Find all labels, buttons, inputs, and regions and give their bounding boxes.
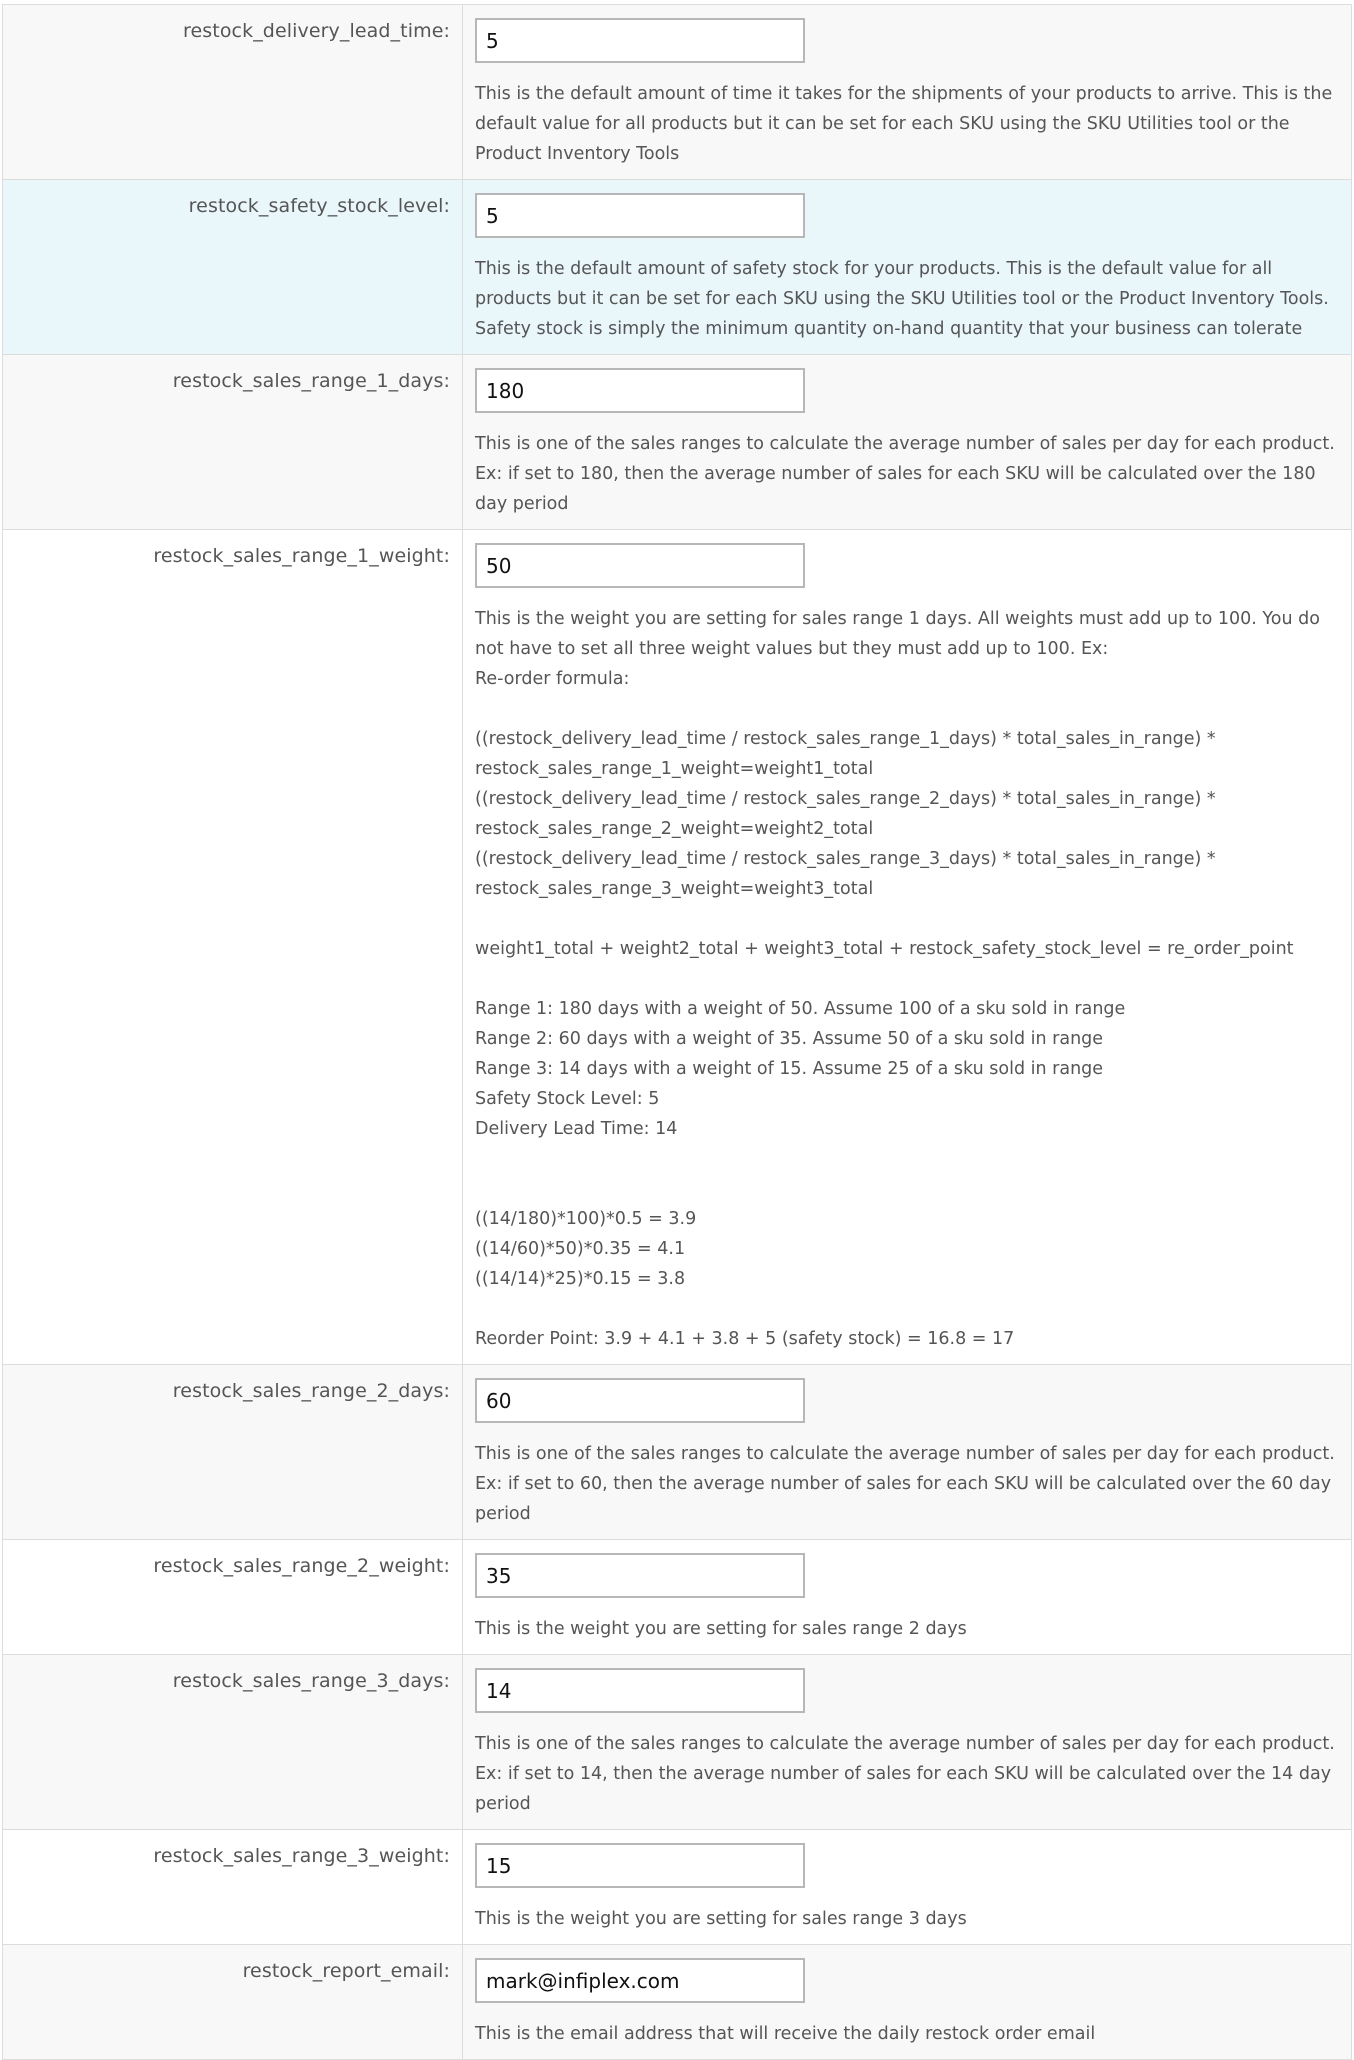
setting-row-restock-sales-range-3-weight: [2, 1830, 1352, 1945]
restock-sales-range-2-days-input[interactable]: [475, 1378, 805, 1423]
restock-report-email-input[interactable]: [475, 1958, 805, 2003]
setting-row-restock-report-email: [2, 1945, 1352, 2060]
settings-table: [2, 4, 1352, 2060]
setting-row-restock-sales-range-2-days: [2, 1365, 1352, 1540]
setting-value-cell: [463, 530, 1351, 1364]
restock-delivery-lead-time-input[interactable]: [475, 18, 805, 63]
restock-sales-range-1-weight-input[interactable]: [475, 543, 805, 588]
setting-row-restock-sales-range-1-days: [2, 355, 1352, 530]
restock-sales-range-3-weight-input[interactable]: [475, 1843, 805, 1888]
setting-value-cell: [463, 1365, 1351, 1539]
setting-help-text: This is the email address that will receive the daily restock order email: [475, 2024, 1096, 2044]
setting-value-cell: [463, 1655, 1351, 1829]
setting-label: restock_sales_range_3_days:: [3, 1655, 463, 1829]
setting-label: restock_sales_range_2_weight:: [3, 1540, 463, 1654]
setting-row-restock-sales-range-1-weight: [2, 530, 1352, 1365]
restock-safety-stock-level-input[interactable]: [475, 193, 805, 238]
setting-label: restock_report_email:: [3, 1945, 463, 2059]
setting-label: restock_sales_range_1_days:: [3, 355, 463, 529]
setting-label: restock_sales_range_2_days:: [3, 1365, 463, 1539]
setting-help-text: This is the default amount of safety stock for your products. This is the default value for all products but it can be set for each SKU using the SKU Utilities tool or the Product Inventory Tools. Safety stock is simply the minimum quantity on-hand quantity that your business can tolerate: [475, 259, 1335, 339]
restock-sales-range-3-days-input[interactable]: [475, 1668, 805, 1713]
setting-value-cell: [463, 5, 1351, 179]
setting-help-text: This is the weight you are setting for sales range 3 days: [475, 1909, 967, 1929]
restock-sales-range-2-weight-input[interactable]: [475, 1553, 805, 1598]
setting-row-restock-sales-range-2-weight: [2, 1540, 1352, 1655]
setting-help-text: This is one of the sales ranges to calculate the average number of sales per day for each product. Ex: if set to 14, then the average number of sales for each SKU will be calculated over the 14 day period: [475, 1734, 1341, 1814]
setting-help-text: This is the weight you are setting for sales range 1 days. All weights must add up to 100. You do not have to set all three weight values but they must add up to 100. Ex: Re-order formula: ((restock_delivery_lead_time / restock_sales_range_1_days) * total_sales_in_range) * restock_sales_range_1_weight=weight1_total ((restock_delivery_lead_time / restock_sales_range_2_days) * total_sales_in_range) * restock_sales_range_2_weight=weight2_total ((restock_delivery_lead_time / restock_sales_range_3_days) * total_sales_in_range) * restock_sales_range_3_weight=weight3_total weight1_total + weight2_total + weight3_total + restock_safety_stock_level = re_order_point Range 1: 180 days with a weight of 50. Assume 100 of a sku sold in range Range 2: 60 days with a weight of 35. Assume 50 of a sku sold in range Range 3: 14 days with a weight of 15. Assume 25 of a sku sold in range Safety Stock Level: 5 Delivery Lead Time: 14 ((14/180)*100)*0.5 = 3.9 ((14/60)*50)*0.35 = 4.1 ((14/14)*25)*0.15 = 3.8 Reorder Point: 3.9 + 4.1 + 3.8 + 5 (safety stock) = 16.8 = 17: [475, 609, 1320, 1349]
setting-help-text: This is one of the sales ranges to calculate the average number of sales per day for each product. Ex: if set to 60, then the average number of sales for each SKU will be calculated over the 60 day period: [475, 1444, 1341, 1524]
setting-help-text: This is one of the sales ranges to calculate the average number of sales per day for each product. Ex: if set to 180, then the average number of sales for each SKU will be calculated over the 180 day period: [475, 434, 1341, 514]
setting-label: restock_sales_range_1_weight:: [3, 530, 463, 1364]
setting-label: restock_sales_range_3_weight:: [3, 1830, 463, 1944]
setting-value-cell: [463, 1945, 1351, 2059]
setting-value-cell: [463, 180, 1351, 354]
setting-label: restock_delivery_lead_time:: [3, 5, 463, 179]
setting-label: restock_safety_stock_level:: [3, 180, 463, 354]
restock-sales-range-1-days-input[interactable]: [475, 368, 805, 413]
setting-row-restock-sales-range-3-days: [2, 1655, 1352, 1830]
setting-value-cell: [463, 355, 1351, 529]
setting-help-text: This is the default amount of time it takes for the shipments of your products to arrive. This is the default value for all products but it can be set for each SKU using the SKU Utilities tool or the Product Inventory Tools: [475, 84, 1338, 164]
setting-value-cell: [463, 1540, 1351, 1654]
setting-help-text: This is the weight you are setting for sales range 2 days: [475, 1619, 967, 1639]
setting-row-restock-safety-stock-level: [2, 180, 1352, 355]
setting-row-restock-delivery-lead-time: [2, 5, 1352, 180]
setting-value-cell: [463, 1830, 1351, 1944]
